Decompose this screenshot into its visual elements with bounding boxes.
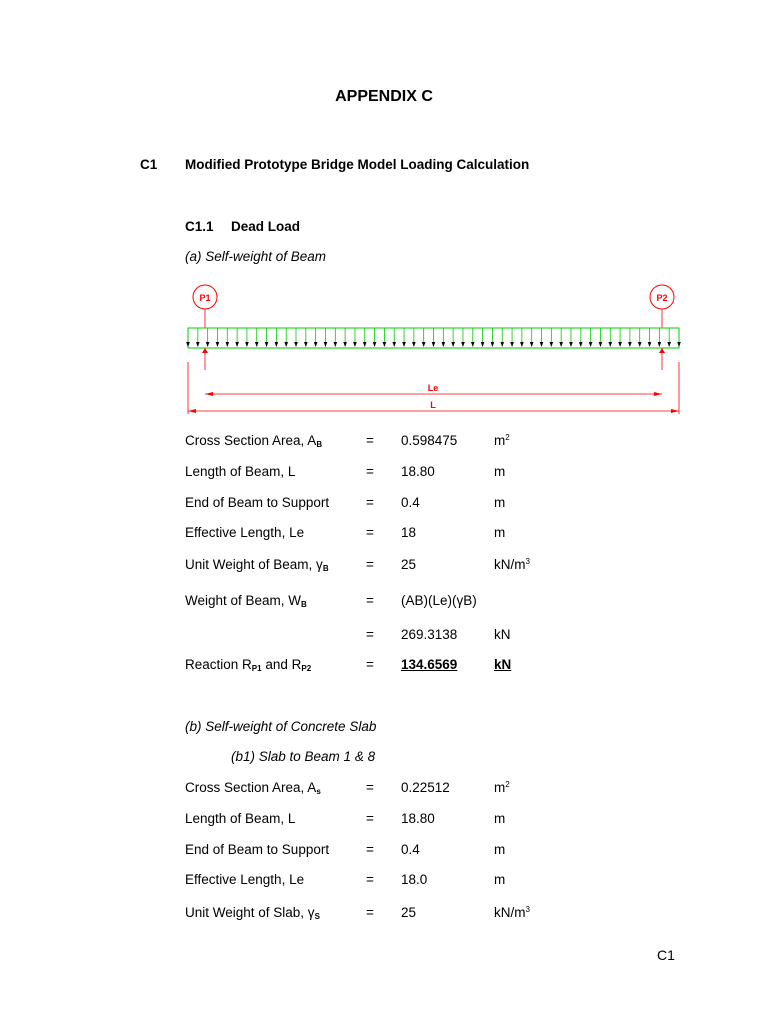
row-unit: m [494,525,506,540]
row-label: Weight of Beam, W [185,593,302,608]
load-arrow-head [608,342,612,347]
row-label: Length of Beam, L [185,464,296,479]
calc-row [0,627,768,645]
load-arrow-head [186,342,190,347]
row-equals: = [366,842,374,857]
load-arrow-head [648,342,652,347]
row-equals: = [366,557,374,572]
load-arrow-head [284,342,288,347]
row-equals: = [366,872,374,887]
row-equals: = [366,464,374,479]
load-arrow-head [265,342,269,347]
p1-label: P1 [199,293,211,303]
load-arrow-head [324,342,328,347]
load-arrow-head [471,342,475,347]
load-arrow-head [500,342,504,347]
load-arrow-head [343,342,347,347]
row-unit: m [494,495,506,510]
l-label: L [430,400,436,410]
page-number: C1 [657,947,675,963]
load-arrow-head [667,342,671,347]
row-value: 0.4 [401,842,420,857]
row-label: End of Beam to Support [185,842,330,857]
load-arrow-head [559,342,563,347]
row-value: 18.0 [401,872,428,887]
row-equals: = [366,627,374,642]
row-unit: kN/m [494,905,526,920]
row-label: Unit Weight of Slab, γ [185,905,315,920]
load-arrow-head [442,342,446,347]
row-equals: = [366,905,374,920]
row-equals: = [366,495,374,510]
row-label: Cross Section Area, A [185,780,317,795]
row-value: 269.3138 [401,627,458,642]
calc-row: Unit Weight of Beam, $\gamma_B$ = 25 $kN/m^3$ [185,557,530,573]
load-arrow-head [392,342,396,347]
load-arrow-head [363,342,367,347]
part-b1-heading: (b1) Slab to Beam 1 & 8 [231,749,376,764]
section-number: C1 [140,157,158,172]
part-a-heading: (a) Self-weight of Beam [185,249,327,264]
calc-row [0,525,768,543]
row-label: Length of Beam, L [185,811,296,826]
row-unit: m [494,433,506,448]
row-formula: (AB)(Le)(γB) [401,593,477,608]
load-arrow-head [206,342,210,347]
section-title: Modified Prototype Bridge Model Loading Calculation [185,157,530,172]
calc-row [0,872,768,890]
load-arrow-head [618,342,622,347]
load-arrows [186,328,681,347]
row-unit: m [494,780,506,795]
subsection-number: C1.1 [185,219,214,234]
load-arrow-head [275,342,279,347]
reaction-p1-arrow [202,348,208,353]
row-value: 25 [401,905,417,920]
row-label: Effective Length, Le [185,525,305,540]
reaction-unit: kN [494,657,512,672]
calc-row [0,464,768,482]
load-arrow-head [540,342,544,347]
load-arrow-head [628,342,632,347]
load-arrow-head [481,342,485,347]
load-arrow-head [314,342,318,347]
reaction-value: 134.6569 [401,657,458,672]
row-label: Effective Length, Le [185,872,305,887]
row-value: 18.80 [401,464,435,479]
load-arrow-head [658,342,662,347]
row-unit: m [494,872,506,887]
le-label: Le [427,383,439,393]
reaction-label: Reaction R [185,657,252,672]
load-arrow-head [579,342,583,347]
load-arrow-head [245,342,249,347]
row-equals: = [366,525,374,540]
row-label: End of Beam to Support [185,495,330,510]
load-arrow-head [451,342,455,347]
row-value: 18.80 [401,811,435,826]
load-arrow-head [638,342,642,347]
calc-row: Cross Section Area, $A_B$ = 0.598475 $m^2$ [185,433,510,449]
row-unit: kN/m [494,557,526,572]
load-arrow-head [677,342,681,347]
load-arrow-head [589,342,593,347]
calc-row [0,842,768,860]
load-arrow-head [255,342,259,347]
load-arrow-head [304,342,308,347]
row-equals: = [366,780,374,795]
calc-row [0,811,768,829]
p2-label: P2 [656,293,668,303]
load-arrow-head [550,342,554,347]
calc-row [0,495,768,513]
load-arrow-head [461,342,465,347]
load-arrow-head [294,342,298,347]
part-b-heading: (b) Self-weight of Concrete Slab [185,719,377,734]
page-title: APPENDIX C [335,88,433,105]
calc-row: Unit Weight of Slab, $\gamma_S$ = 25 $kN/m^3$ [185,905,530,921]
row-label: Cross Section Area, A [185,433,317,448]
load-arrow-head [530,342,534,347]
row-unit: m [494,811,506,826]
load-arrow-head [422,342,426,347]
row-equals: = [366,811,374,826]
row-value: 0.598475 [401,433,458,448]
load-arrow-head [412,342,416,347]
load-arrow-head [520,342,524,347]
row-label: Unit Weight of Beam, γ [185,557,323,572]
load-arrow-head [373,342,377,347]
reaction-row: Reaction $R_{P1}$ and $R_{P2}$ = 134.6569 kN [185,657,512,673]
calc-row: Cross Section Area, $A_s$ = 0.22512 $m^2$ [185,780,510,796]
load-arrow-head [216,342,220,347]
load-arrow-head [432,342,436,347]
load-arrow-head [334,342,338,347]
load-arrow-head [402,342,406,347]
row-equals: = [366,657,374,672]
row-value: 0.4 [401,495,420,510]
row-value: 18 [401,525,417,540]
load-arrow-head [235,342,239,347]
row-unit: kN [494,627,511,642]
load-arrow-head [491,342,495,347]
row-unit: m [494,464,506,479]
subsection-title: Dead Load [231,219,301,234]
load-arrow-head [196,342,200,347]
load-arrow-head [510,342,514,347]
row-equals: = [366,593,374,608]
load-arrow-head [599,342,603,347]
row-value: 0.22512 [401,780,450,795]
row-unit: m [494,842,506,857]
reaction-p2-arrow [659,348,665,353]
beam-load-diagram [180,280,685,420]
load-arrow-head [225,342,229,347]
row-equals: = [366,433,374,448]
load-arrow-head [383,342,387,347]
row-value: 25 [401,557,417,572]
calc-row: Weight of Beam, $W_B$ = (AB)(Le)(γB) [185,593,477,609]
load-arrow-head [353,342,357,347]
load-arrow-head [569,342,573,347]
